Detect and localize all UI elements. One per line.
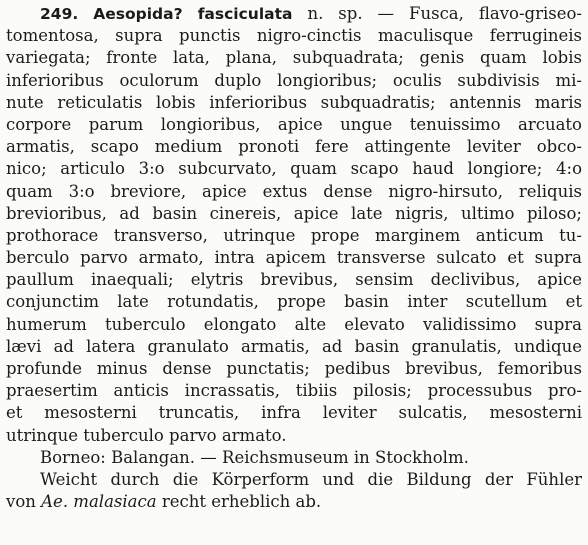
description-line: prothorace transverso, utrinque prope marginem anticum tu-	[6, 225, 582, 245]
description-line: tomentosa, supra punctis nigro-cinctis maculisque ferrugineis	[6, 26, 582, 46]
description-line: corpore parum longioribus, apice ungue tenuissimo arcuato	[6, 114, 582, 134]
species-name: Aesopida? fasciculata	[93, 5, 293, 23]
description-line: inferioribus oculorum duplo longioribus; oculis subdivisis mi-	[6, 70, 582, 90]
description-line-last: utrinque tuberculo parvo armato.	[6, 425, 287, 445]
species-number: 249.	[40, 5, 79, 23]
species-heading-line	[6, 3, 582, 25]
description-line: variegata; fronte lata, plana, subquadrata; genis quam lobis	[6, 48, 582, 68]
description-line: profunde minus dense punctatis; pedibus brevibus, femoribus	[6, 359, 582, 378]
remark-prefix: von	[6, 492, 42, 512]
locality-line: Borneo: Balangan. — Reichsmuseum in Stockholm.	[40, 447, 469, 467]
description-line: quam 3:o breviore, apice extus dense nigro-hirsuto, reliquis	[6, 181, 582, 201]
species-status: n. sp. — Fusca, flavo-griseo-	[292, 4, 583, 23]
remark-line-last	[6, 491, 582, 513]
description-line: armatis, scapo medium pronoti fere attingente leviter obco-	[6, 137, 582, 157]
remark-line: Weicht durch die Körperform und die Bildung der Fühler	[40, 469, 582, 489]
species-description	[6, 3, 582, 513]
description-line: nico; articulo 3:o subcurvato, quam scapo haud longiore; 4:o	[6, 159, 582, 179]
description-line: berculo parvo armato, intra apicem transverse sulcato et supra	[6, 248, 582, 268]
remark-suffix: recht erheblich ab.	[156, 492, 322, 512]
description-line: praesertim anticis incrassatis, tibiis pilosis; processubus pro-	[6, 381, 582, 401]
description-line: brevioribus, ad basin cinereis, apice late nigris, ultimo piloso;	[6, 203, 582, 223]
description-line: et mesosterni truncatis, infra leviter sulcatis, mesosterni	[6, 403, 582, 423]
remark-taxon: Ae. malasiaca	[41, 492, 157, 512]
description-line: nute reticulatis lobis inferioribus subquadratis; antennis maris	[6, 92, 582, 112]
description-line: lævi ad latera granulato armatis, ad basin granulatis, undique	[6, 336, 582, 356]
description-line: paullum inaequali; elytris brevibus, sensim declivibus, apice	[6, 270, 582, 290]
description-line: humerum tuberculo elongato alte elevato validissimo supra	[6, 314, 582, 334]
description-line: conjunctim late rotundatis, prope basin inter scutellum et	[6, 292, 582, 312]
